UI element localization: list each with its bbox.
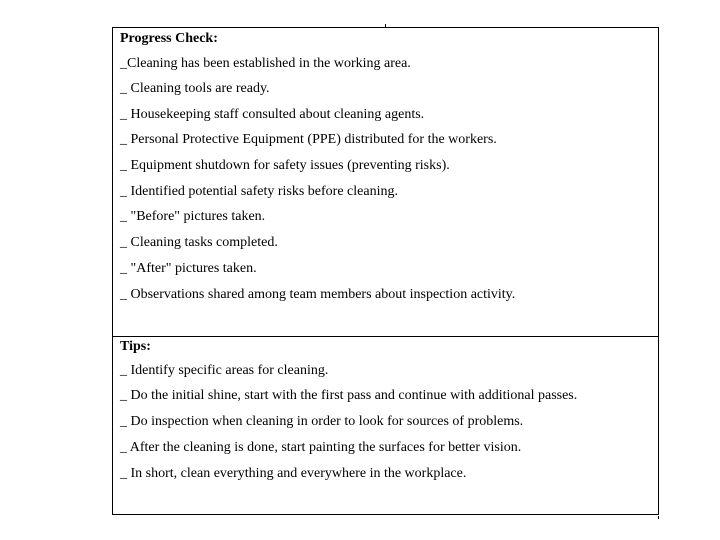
- tip-item: _ Do the initial shine, start with the first pass and continue with additional passes.: [120, 388, 578, 403]
- progress-item: _ Cleaning tasks completed.: [120, 235, 278, 250]
- progress-item: _ Housekeeping staff consulted about cleaning agents.: [120, 107, 425, 122]
- progress-item: _ Personal Protective Equipment (PPE) distributed for the workers.: [120, 132, 497, 147]
- bottom-corner-mark: [658, 516, 659, 519]
- tip-item: _ Identify specific areas for cleaning.: [120, 363, 329, 378]
- progress-item: _ Cleaning tools are ready.: [120, 81, 270, 96]
- tips-section: [113, 337, 658, 514]
- progress-item: _Cleaning has been established in the working area.: [120, 56, 411, 71]
- progress-item: _ Observations shared among team members about inspection activity.: [120, 287, 516, 302]
- tip-item: _ In short, clean everything and everywhere in the workplace.: [120, 466, 467, 481]
- progress-item: _ Identified potential safety risks before cleaning.: [120, 184, 398, 199]
- progress-item: _ Equipment shutdown for safety issues (preventing risks).: [120, 158, 450, 173]
- progress-check-title: Progress Check:: [120, 31, 218, 46]
- progress-item: _ "Before" pictures taken.: [120, 209, 266, 224]
- checklist-table: [112, 27, 659, 515]
- progress-item: _ "After" pictures taken.: [120, 261, 257, 276]
- tips-title: Tips:: [120, 339, 151, 354]
- tip-item: _ Do inspection when cleaning in order to look for sources of problems.: [120, 414, 524, 429]
- progress-check-section: [113, 28, 658, 337]
- tip-item: _ After the cleaning is done, start painting the surfaces for better vision.: [120, 440, 522, 455]
